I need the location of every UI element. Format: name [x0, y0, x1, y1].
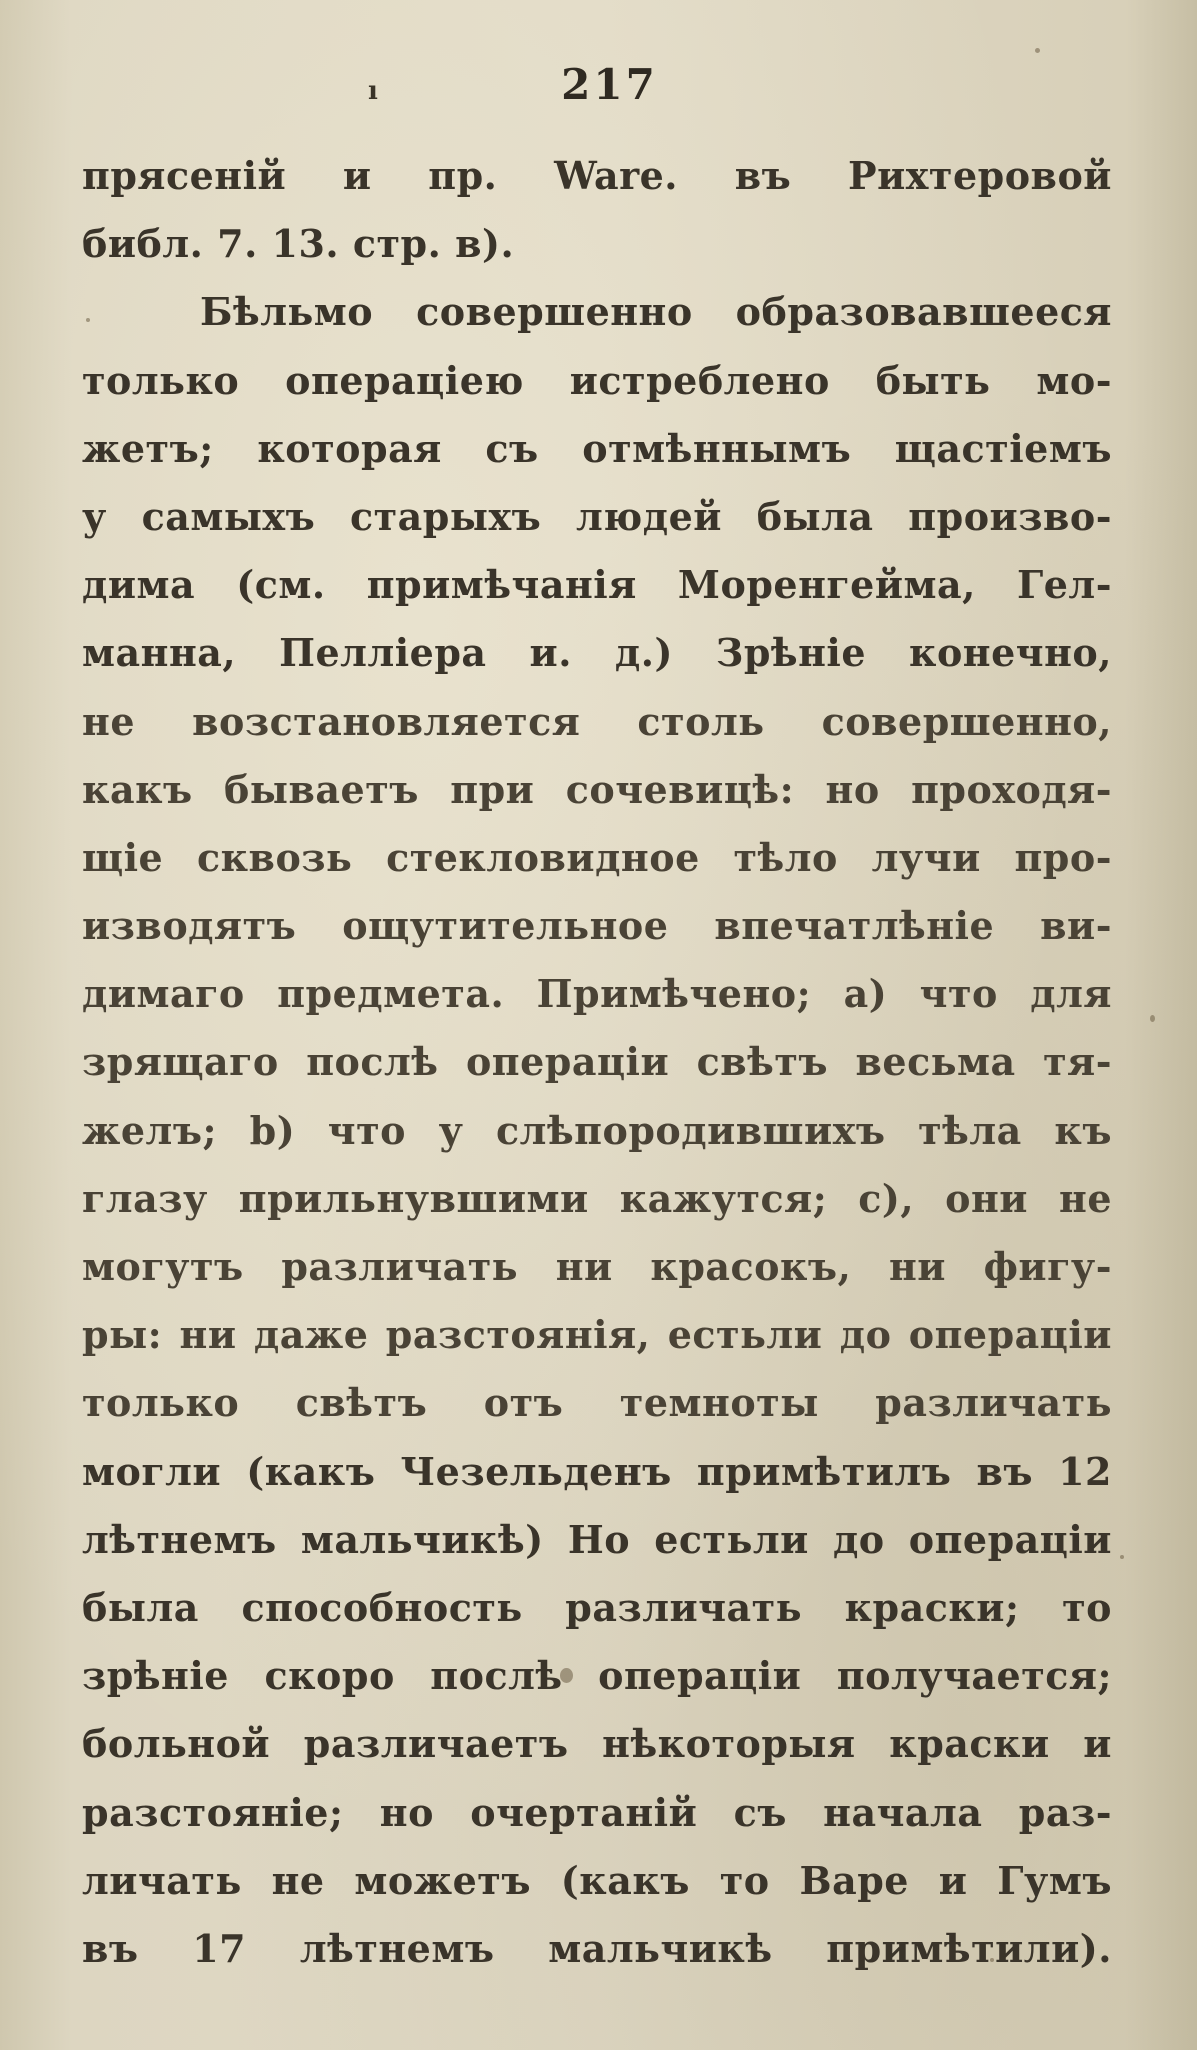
text-line: зрящаго послѣ операціи свѣтъ весьма тя- — [82, 1039, 1112, 1085]
text-line: могли (какъ Чезельденъ примѣтилъ въ 12 — [82, 1448, 1112, 1494]
text-line: библ. 7. 13. стр. в). — [82, 221, 515, 267]
text-line: изводятъ ощутительное впечатлѣніе ви- — [82, 903, 1112, 949]
paper-speck — [1120, 1555, 1124, 1559]
text-line: могутъ различать ни красокъ, ни фигу- — [82, 1244, 1112, 1289]
paper-speck — [1150, 1015, 1155, 1022]
text-line: только операціею истреблено быть мо- — [82, 357, 1112, 403]
text-line: была способность различать краски; то — [82, 1584, 1112, 1630]
text-line: манна, Пелліера и. д.) Зрѣніе конечно, — [82, 630, 1112, 676]
body-text — [82, 142, 1112, 1983]
paragraph-first-line: Бѣльмо совершенно образовавшееся — [200, 289, 1112, 335]
text-line: у самыхъ старыхъ людей была произво- — [82, 493, 1112, 539]
text-line: ры: ни даже разстоянія, естьли до операціи — [82, 1312, 1112, 1358]
text-line: только свѣтъ отъ темноты различать — [82, 1380, 1112, 1426]
text-line: прясеній и пр. Ware. въ Рихтеровой — [82, 153, 1112, 198]
text-line: не возстановляется столь совершенно, — [82, 698, 1112, 744]
text-line: димаго предмета. Примѣчено; a) что для — [82, 971, 1112, 1017]
signature-mark: ı — [368, 76, 378, 106]
text-line: щіе сквозь стекловидное тѣло лучи про- — [82, 834, 1112, 880]
text-line: зрѣніе скоро послѣ операціи получается; — [82, 1653, 1112, 1699]
text-line: глазу прильнувшими кажутся; c), они не — [82, 1175, 1112, 1221]
text-line: больной различаетъ нѣкоторыя краски и — [82, 1721, 1112, 1767]
text-line: лѣтнемъ мальчикѣ) Но естьли до операціи — [82, 1516, 1112, 1562]
text-line: въ 17 лѣтнемъ мальчикѣ примѣтили). — [82, 1925, 1112, 1971]
text-line: разстояніе; но очертаній съ начала раз- — [82, 1789, 1112, 1835]
text-line: личать не можетъ (какъ то Варе и Гумъ — [82, 1857, 1112, 1903]
text-line: жетъ; которая съ отмѣннымъ щастіемъ — [82, 425, 1112, 471]
text-line: какъ бываетъ при сочевицѣ: но проходя- — [82, 766, 1112, 812]
text-line: желъ; b) что у слѣпородившихъ тѣла къ — [82, 1107, 1112, 1153]
page-number: 217 — [561, 60, 658, 109]
text-line: дима (см. примѣчанія Моренгейма, Гел- — [82, 562, 1112, 608]
paper-speck — [1035, 48, 1040, 53]
